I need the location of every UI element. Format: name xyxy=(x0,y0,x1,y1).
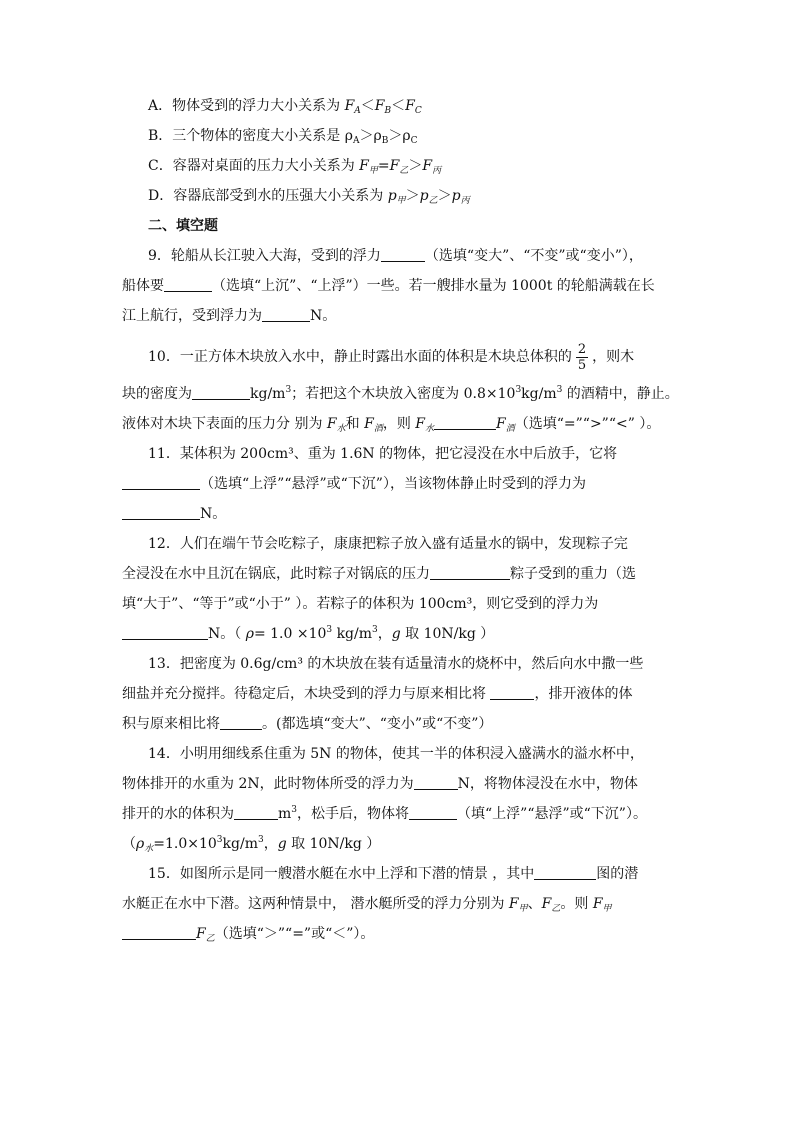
answer-blank[interactable] xyxy=(122,625,208,640)
option-d: D．容器底部受到水的压强大小关系为 $p_甲>p_乙>p_丙$ xyxy=(148,188,470,206)
question-12-line-1: 12．人们在端午节会吃粽子，康康把粽子放入盛有适量水的锅中，发现粽子完 xyxy=(148,536,628,552)
answer-blank[interactable] xyxy=(409,805,457,820)
question-12-line-3: 填“大于”、“等于”或“小于” ）。若粽子的体积为 100cm³，则它受到的浮力为 xyxy=(122,596,599,612)
answer-blank[interactable] xyxy=(164,277,212,292)
answer-blank[interactable] xyxy=(122,505,200,520)
option-b: B．三个物体的密度大小关系是 $\rho_A>\rho_B>\rho_C$ xyxy=(148,128,418,146)
answer-blank[interactable] xyxy=(122,475,200,490)
option-a: A．物体受到的浮力大小关系为 $F_A<F_B<F_C$ xyxy=(148,98,422,116)
question-10-line-2: 块的密度为 $kg/m^3$；若把这个木块放入密度为 $0.8\times 10^3kg/m^3$ 的酒精中，静止。 xyxy=(122,385,679,402)
option-c: C．容器对桌面的压力大小关系为 $F_甲=F_乙>F_丙$ xyxy=(148,158,442,176)
answer-blank[interactable] xyxy=(434,415,496,430)
answer-blank[interactable] xyxy=(234,805,278,820)
answer-blank[interactable] xyxy=(220,715,262,730)
question-9-line-2: 船体要 （选填“上沉”、“上浮”）一些。若一艘排水量为 1000t 的轮船满载在长 xyxy=(122,278,655,294)
question-11-line-3: N。 xyxy=(122,504,226,524)
answer-blank[interactable] xyxy=(430,565,510,580)
question-12-line-4: N。（ $\rho= 1.0 \times 10^3$ $kg/m^3$，g 取 10N/kg ） xyxy=(122,624,494,644)
question-14-line-4: （$\rho_水=1.0\times 10^3kg/m^3$，g 取 10N/kg ） xyxy=(122,835,381,854)
answer-blank[interactable] xyxy=(414,775,458,790)
fraction-two-fifths: $\frac{2}{5}$ xyxy=(577,341,587,373)
answer-blank[interactable] xyxy=(192,385,250,400)
question-14-line-1: 14．小明用细线系住重为 5N 的物体，使其一半的体积浸入盛满水的溢水杯中， xyxy=(148,746,644,762)
answer-blank[interactable] xyxy=(262,307,310,322)
question-15-line-1: 15．如图所示是同一艘潜水艇在水中上浮和下潜的情景 ，其中 图的潜 xyxy=(148,866,639,882)
answer-blank[interactable] xyxy=(122,925,196,940)
question-10-line-1: 10．一正方体木块放入水中，静止时露出水面的体积是木块总体积的 $\frac{2}{5}$ ，则木 xyxy=(148,341,635,373)
question-13-line-2: 细盐并充分搅拌。待稳定后，木块受到的浮力与原来相比将 ，排开液体的体 xyxy=(122,686,633,702)
question-10-line-3: 液体对木块下表面的压力分 别为 $F_水$和 $F_酒$，则 $F_水$ $F_酒$（选填“=”“>”“<” ）。 xyxy=(122,416,661,434)
answer-blank[interactable] xyxy=(381,247,425,262)
question-11-line-2: （选填“上浮”“悬浮”或“下沉”），当该物体静止时受到的浮力为 xyxy=(122,474,586,494)
question-14-line-2: 物体排开的水重为 2N，此时物体所受的浮力为 N，将物体浸没在水中，物体 xyxy=(122,776,638,792)
question-9-line-1: 9．轮船从长江驶入大海，受到的浮力 （选填“变大”、“不变”或“变小”）， xyxy=(148,248,643,264)
question-14-line-3: 排开的水的体积为 $m^3$，松手后，物体将 （填“上浮”“悬浮”或“下沉”）。 xyxy=(122,805,647,822)
question-13-line-3: 积与原来相比将 。(都选填“变大”、“变小”或“不变”） xyxy=(122,716,493,732)
section-title: 二、填空题 xyxy=(148,218,218,234)
question-13-line-1: 13．把密度为 0.6g/cm³ 的木块放在装有适量清水的烧杯中，然后向水中撒一些 xyxy=(148,656,644,672)
question-12-line-2: 全浸没在水中且沉在锅底，此时粽子对锅底的压力 粽子受到的重力（选 xyxy=(122,566,636,582)
question-15-line-3: $F_乙$（选填“＞”“=”或“＜”）。 xyxy=(122,924,374,944)
question-9-line-3: 江上航行，受到浮力为 N。 xyxy=(122,308,337,324)
question-15-line-2: 水艇正在水中下潜。这两种情景中， 潜水艇所受的浮力分别为 $F_甲$、$F_乙$。则 $F_甲$ xyxy=(122,896,612,914)
answer-blank[interactable] xyxy=(534,865,596,880)
question-11-line-1: 11．某体积为 200cm³、重为 1.6N 的物体，把它浸没在水中后放手，它将 xyxy=(148,446,618,462)
answer-blank[interactable] xyxy=(490,685,534,700)
